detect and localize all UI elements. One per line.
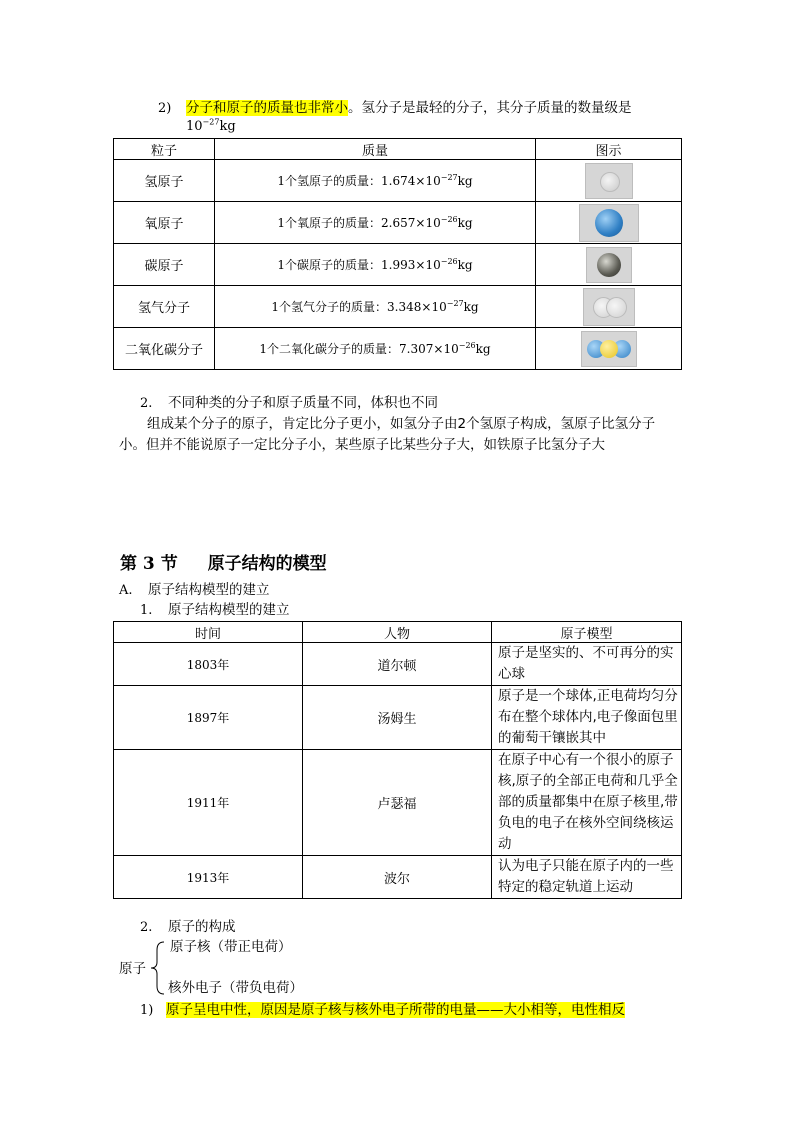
particle-mass: 1个碳原子的质量：$1.993\times 10^{-26}kg$ [215, 244, 536, 286]
column-header: 时间 [114, 622, 303, 643]
particle-name: 氢气分子 [114, 286, 215, 328]
electron-branch: 核外电子（带负电荷） [168, 980, 303, 996]
particle-mass: 1个氧原子的质量：$2.657\times 10^{-26}kg$ [215, 202, 536, 244]
particle-illustration [536, 202, 682, 244]
hydrogen-atom-image [585, 163, 633, 199]
particle-name: 二氧化碳分子 [114, 328, 215, 370]
subsection-label: A. [119, 583, 133, 598]
carbon-atom-image [586, 247, 632, 283]
nucleus-branch: 原子核（带正电荷） [170, 939, 292, 955]
table-row [114, 686, 682, 750]
paragraph-line: 小。但并不能说原子一定比分子小，某些原子比某些分子大，如铁原子比氢分子大 [119, 437, 605, 453]
item2-statement [186, 100, 632, 117]
model-description: 原子是一个球体,正电荷均匀分布在整个球体内,电子像面包里的葡萄干镶嵌其中 [492, 686, 682, 750]
brace-icon [148, 940, 168, 996]
atom-root-label: 原子 [119, 961, 146, 977]
particle-name: 氢原子 [114, 160, 215, 202]
year-cell: 1913年 [114, 856, 303, 899]
scientist-cell: 卢瑟福 [303, 750, 492, 856]
model-description: 原子是坚实的、不可再分的实心球 [492, 643, 682, 686]
table-row [114, 286, 682, 328]
scientist-cell: 波尔 [303, 856, 492, 899]
point-title: 原子的构成 [168, 919, 236, 935]
hydrogen-molecule-image [583, 288, 635, 326]
mass-table [113, 138, 682, 370]
point-number: 2. [140, 920, 153, 935]
table-row [114, 643, 682, 686]
year-cell: 1803年 [114, 643, 303, 686]
scientist-cell: 汤姆生 [303, 686, 492, 750]
scientist-cell: 道尔顿 [303, 643, 492, 686]
year-cell: 1911年 [114, 750, 303, 856]
subsection-title: 原子结构模型的建立 [168, 602, 290, 618]
column-header: 人物 [303, 622, 492, 643]
subsection-label: 1. [140, 603, 153, 618]
subsection-title: 原子结构模型的建立 [148, 582, 270, 598]
table-row [114, 160, 682, 202]
carbon-dioxide-molecule-image [581, 331, 637, 367]
table-header-row [114, 139, 682, 160]
particle-mass: 1个氢气分子的质量：$3.348\times 10^{-27}kg$ [215, 286, 536, 328]
magnitude-value: $10^{-27}kg$ [186, 117, 236, 134]
particle-illustration [536, 160, 682, 202]
table-row [114, 328, 682, 370]
particle-illustration [536, 328, 682, 370]
column-header: 质量 [215, 139, 536, 160]
model-description: 在原子中心有一个很小的原子核,原子的全部正电荷和几乎全部的质量都集中在原子核里,带负电的电子在核外空间绕核运动 [492, 750, 682, 856]
particle-mass: 1个氢原子的质量：$1.674\times 10^{-27}kg$ [215, 160, 536, 202]
table-header-row [114, 622, 682, 643]
item2-rest: 。氢分子是最轻的分子，其分子质量的数量级是 [348, 100, 632, 116]
column-header: 图示 [536, 139, 682, 160]
note-number: 1) [140, 1003, 154, 1018]
table-row [114, 750, 682, 856]
particle-illustration [536, 244, 682, 286]
point-number: 2. [140, 396, 153, 411]
column-header: 原子模型 [492, 622, 682, 643]
particle-mass: 1个二氧化碳分子的质量：$7.307\times 10^{-26}kg$ [215, 328, 536, 370]
particle-illustration [536, 286, 682, 328]
model-description: 认为电子只能在原子内的一些特定的稳定轨道上运动 [492, 856, 682, 899]
section-heading: 第 3 节 原子结构的模型 [120, 554, 327, 574]
particle-name: 碳原子 [114, 244, 215, 286]
highlighted-note: 原子呈电中性，原因是原子核与核外电子所带的电量——大小相等，电性相反 [166, 1002, 625, 1018]
highlighted-text: 分子和原子的质量也非常小 [186, 100, 348, 116]
point-title: 不同种类的分子和原子质量不同，体积也不同 [168, 395, 438, 411]
year-cell: 1897年 [114, 686, 303, 750]
table-row [114, 244, 682, 286]
column-header: 粒子 [114, 139, 215, 160]
particle-name: 氧原子 [114, 202, 215, 244]
table-row [114, 856, 682, 899]
atomic-model-table [113, 621, 682, 899]
oxygen-atom-image [579, 204, 639, 242]
table-row [114, 202, 682, 244]
paragraph-line: 组成某个分子的原子，肯定比分子更小，如氢分子由2个氢原子构成，氢原子比氢分子 [147, 416, 656, 432]
item-number: 2) [158, 101, 172, 116]
